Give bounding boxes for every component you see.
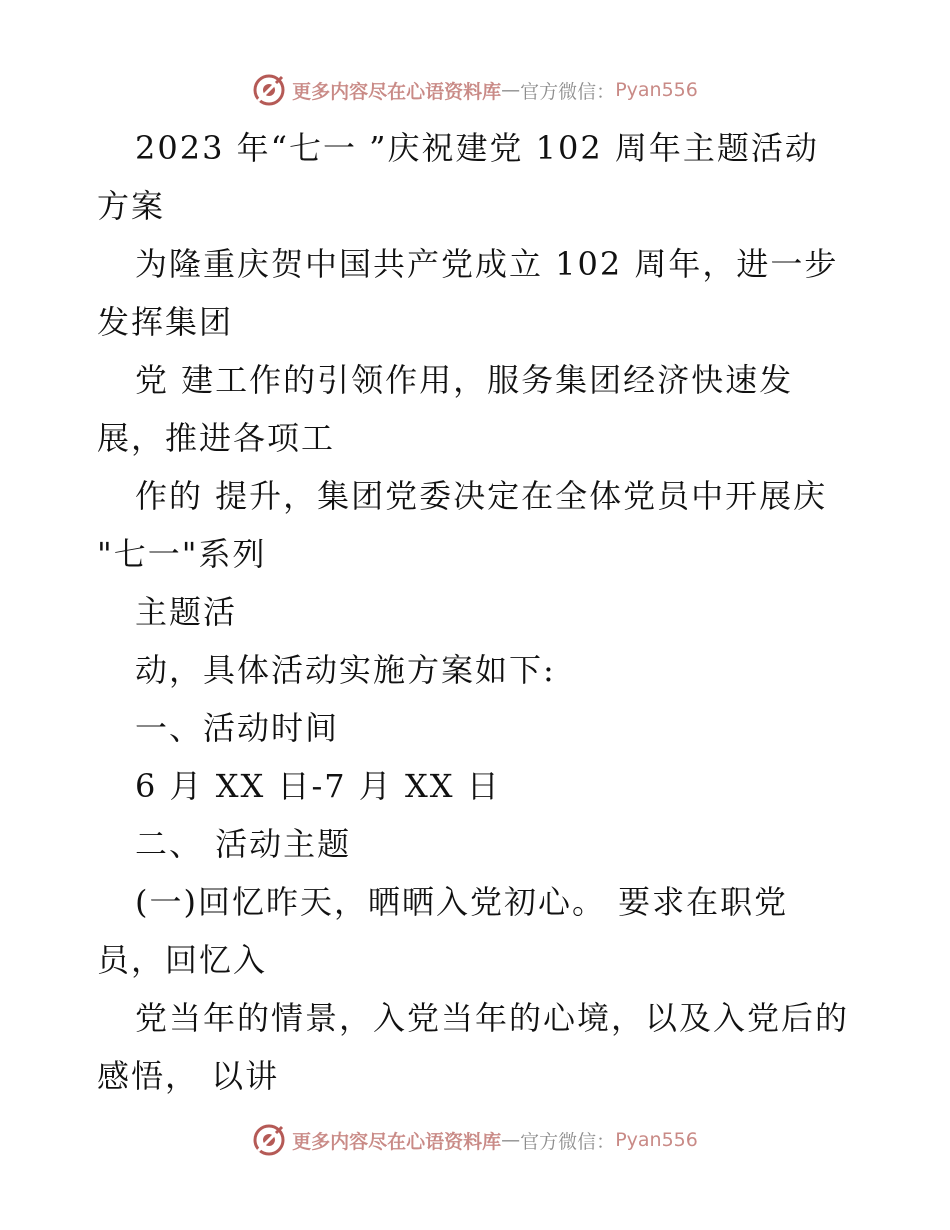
activity-date-range: 6 月 XX 日-7 月 XX 日	[135, 767, 501, 805]
watermark-account: Pyan556	[615, 79, 698, 101]
title-line-2: 方案	[97, 187, 166, 225]
section-heading-time: 一、活动时间	[135, 709, 340, 747]
paragraph-line: 员，回忆入	[97, 941, 268, 979]
paragraph-line: 发挥集团	[97, 303, 234, 341]
pen-logo-icon	[252, 73, 286, 107]
paragraph-line: (一)回忆昨天，晒晒入党初心。 要求在职党	[135, 883, 789, 921]
pen-logo-icon	[252, 1123, 286, 1157]
paragraph-line: 党当年的情景，入党当年的心境，以及入党后的	[135, 999, 850, 1037]
footer-watermark	[0, 1120, 950, 1160]
header-watermark	[0, 70, 950, 110]
paragraph-line: 党 建工作的引领作用，服务集团经济快速发	[135, 361, 794, 399]
watermark-suffix: 官方微信：	[520, 1130, 616, 1153]
paragraph-line: 为隆重庆贺中国共产党成立 102 周年，进一步	[135, 245, 839, 283]
section-heading-theme: 二、 活动主题	[135, 825, 352, 863]
paragraph-line: 展，推进各项工	[97, 419, 336, 457]
watermark-prefix: 更多内容尽在心语资料库	[292, 1130, 502, 1153]
watermark-prefix: 更多内容尽在心语资料库	[292, 80, 502, 103]
watermark-suffix: 官方微信：	[520, 80, 616, 103]
watermark-dash: —	[501, 1129, 521, 1151]
watermark-dash: —	[501, 79, 521, 101]
paragraph-line: 感悟， 以讲	[97, 1057, 280, 1095]
paragraph-line: 主题活	[135, 593, 238, 631]
paragraph-line: 动，具体活动实施方案如下:	[135, 651, 556, 689]
paragraph-line: "七一"系列	[97, 535, 267, 573]
title-line-1: 2023 年“七一 ”庆祝建党 102 周年主题活动	[135, 129, 819, 167]
paragraph-line: 作的 提升，集团党委决定在全体党员中开展庆	[135, 477, 828, 515]
watermark-account: Pyan556	[615, 1129, 698, 1151]
